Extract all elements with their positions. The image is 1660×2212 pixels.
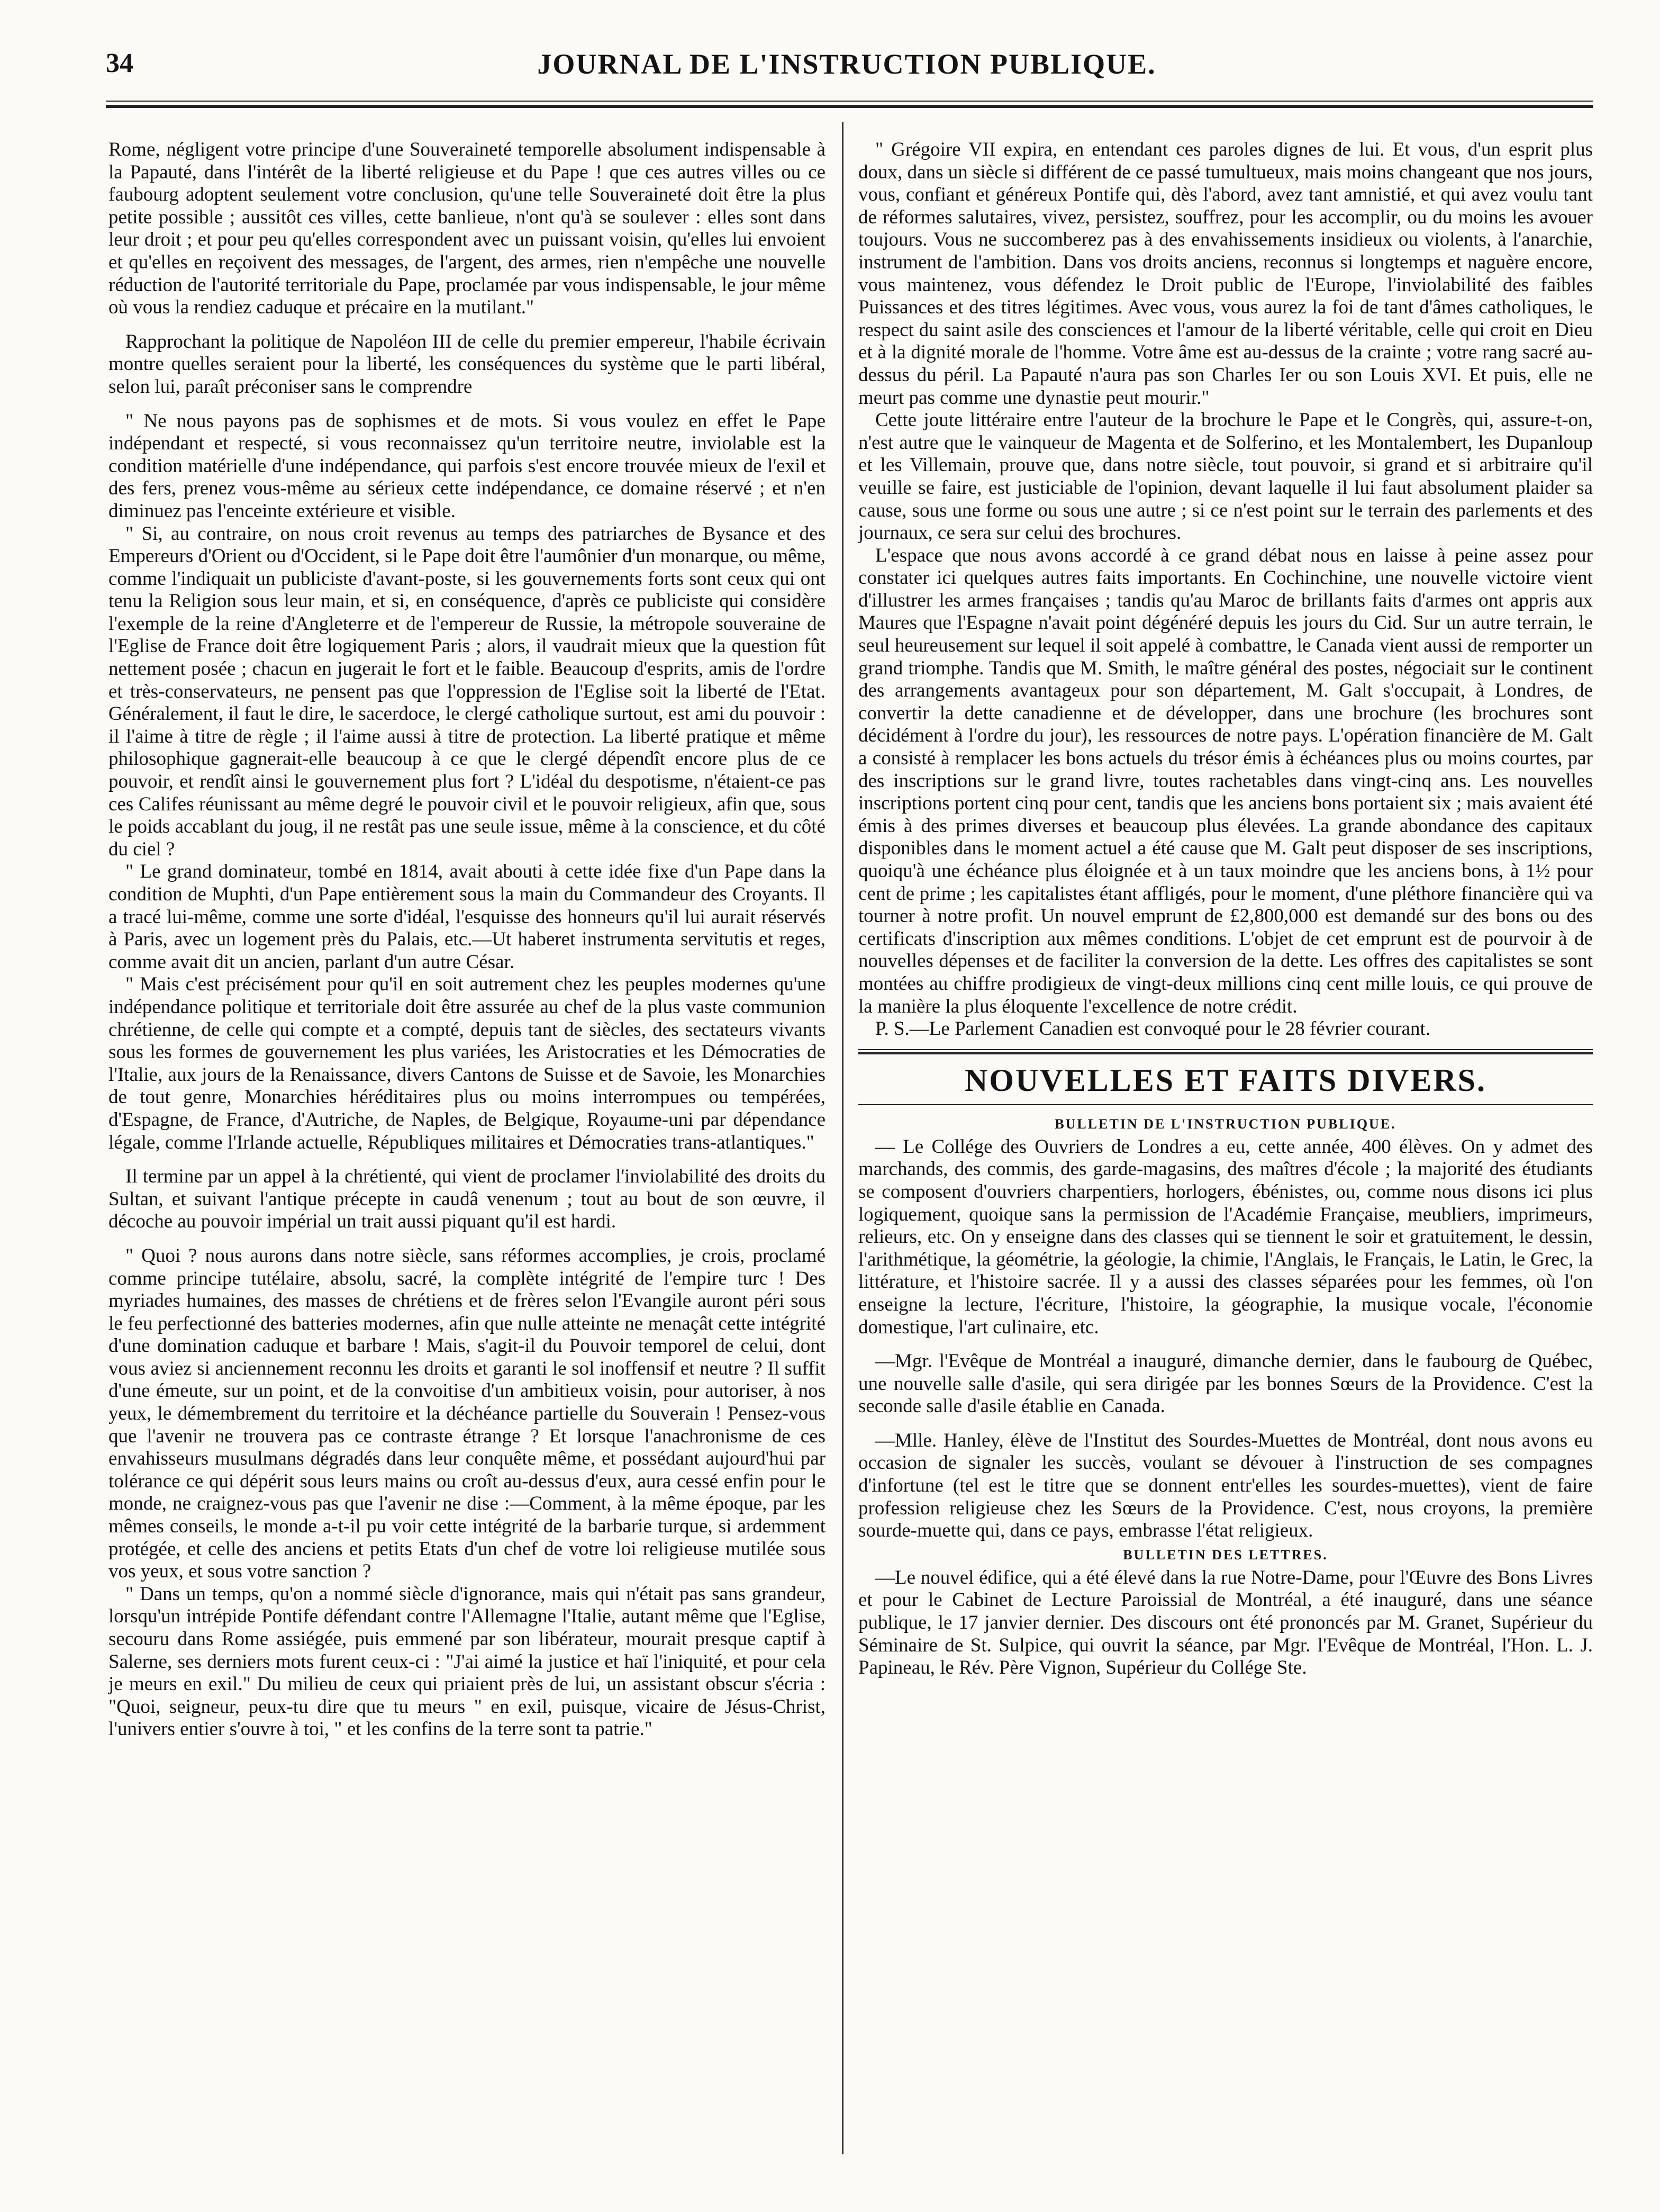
paragraph: Rapprochant la politique de Napoléon III de celle du premier empereur, l'habile écrivain montre quelles seraient pour la liberté, les conséquences du système que le parti libéral, selon lui, paraît préconiser sans le comprendre: [108, 330, 826, 398]
page-number: 34: [106, 48, 133, 78]
left-column: [108, 139, 826, 1741]
running-title: JOURNAL DE L'INSTRUCTION PUBLIQUE.: [537, 48, 1156, 80]
paragraph: L'espace que nous avons accordé à ce grand débat nous en laisse à peine assez pour constater ici quelques autres faits importants. En Cochinchine, une nouvelle victoire vient d'illustrer les armes françaises ; tandis qu'au Maroc de brillants faits d'armes ont appris aux Maures que l'Espagne n'avait point dégénéré depuis les jours du Cid. Sur un autre terrain, le seul heureusement sur lequel il soit appelé à combattre, le Canada vient aussi de remporter un grand triomphe. Tandis que M. Smith, le maître général des postes, négociait sur le continent des arrangements avantageux pour son département, M. Galt s'occupait, à Londres, de convertir la dette canadienne et de développer, dans une brochure (les brochures sont décidément à l'ordre du jour), les ressources de notre pays. L'opération financière de M. Galt a consisté à remplacer les bons actuels du trésor émis à échéances plus ou moins courtes, par des inscriptions sur le grand livre, toutes rachetables dans vingt-cinq ans. Les nouvelles inscriptions portent cinq pour cent, tandis que les anciens bons portaient six ; mais avaient été émis à des primes diverses et beaucoup plus élevées. La grande abondance des capitaux disponibles dans le moment actuel a été cause que M. Galt peut disposer de ses inscriptions, quoiqu'à une échéance plus éloignée et à un taux moindre que les anciens bons, à 1½ pour cent de prime ; les capitalistes étant affligés, pour le moment, d'une pléthore financière qui va tourner à notre profit. Un nouvel emprunt de £2,800,000 est demandé sur des bons ou des certificats d'inscription aux mêmes conditions. L'objet de cet emprunt est de pourvoir à de nouvelles dépenses et de faciliter la conversion de la dette. Les offres des capitalistes se sont montées au chiffre prodigieux de vingt-deux millions cinq cent mille louis, ce qui prouve de la manière la plus éloquente l'excellence de notre crédit.: [858, 544, 1593, 1017]
quote-paragraph: " Ne nous payons pas de sophismes et de mots. Si vous voulez en effet le Pape indépendant et respecté, si vous reconnaissez qu'un territoire neutre, inviolable est la condition matérielle d'une indépendance, qui parfois s'est encore trouvée mieux de l'exil et des fers, prenez vous-même au sérieux cette indépendance, ce domaine réservé ; et n'en diminuez pas l'enceinte extérieure et visible.: [108, 410, 826, 522]
quote-paragraph: " Si, au contraire, on nous croit revenus au temps des patriarches de Bysance et des Empereurs d'Orient ou d'Occident, si le Pape doit être l'aumônier d'un monarque, ou même, comme l'indiquait un publiciste d'avant-poste, si les gouvernements forts sont ceux qui ont tenu la Religion sous leur main, et si, en conséquence, d'après ce publiciste qui considère l'exemple de la reine d'Angleterre et de l'empereur de Russie, la métropole souveraine de l'Eglise de France doit être logiquement Paris ; alors, il vaudrait mieux que la question fût nettement posée ; chacun en jugerait le fort et le faible. Beaucoup d'esprits, amis de l'ordre et très-conservateurs, ne pensent pas que l'oppression de l'Eglise soit la liberté de l'Etat. Généralement, il faut le dire, le sacerdoce, le clergé catholique surtout, est ami du pouvoir : il l'aime à titre de règle ; il l'aime aussi à titre de protection. La liberté pratique et même philosophique gagnerait-elle beaucoup à ce que le clergé dépendît encore plus de ce pouvoir, et rendît ainsi le gouvernement plus fort ? L'idéal du despotisme, n'étaient-ce pas ces Califes réunissant au même degré le pouvoir civil et le pouvoir religieux, afin que, sous le poids accablant du joug, il ne restât pas une seule issue, même à la conscience, et du côté du ciel ?: [108, 522, 826, 860]
news-item: —Mlle. Hanley, élève de l'Institut des Sourdes-Muettes de Montréal, dont nous avons eu occasion de signaler les succès, voulant se dévouer à l'instruction de ses compagnes d'infortune (tel est le titre que se donnent entr'elles les sourdes-muettes), vient de faire profession religieuse chez les Sœurs de la Providence. C'est, nous croyons, la première sourde-muette qui, dans ce pays, embrasse l'état religieux.: [858, 1429, 1593, 1542]
section-rule-bottom: [858, 1104, 1593, 1105]
column-divider: [842, 122, 843, 2154]
news-item: —Le nouvel édifice, qui a été élevé dans la rue Notre-Dame, pour l'Œuvre des Bons Livres et pour le Cabinet de Lecture Paroissial de Montréal, a été inauguré, dans une séance publique, le 17 janvier dernier. Des discours ont été prononcés par M. Granet, Supérieur du Séminaire de St. Sulpice, qui ouvrit la séance, par Mgr. l'Evêque de Montréal, l'Hon. L. J. Papineau, le Rév. Père Vignon, Supérieur du Collége Ste.: [858, 1566, 1593, 1679]
quote-paragraph: " Grégoire VII expira, en entendant ces paroles dignes de lui. Et vous, d'un esprit plus doux, dans un siècle si différent de ce passé tumultueux, mais moins changeant que nos jours, vous, confiant et généreux Pontife qui, dès l'abord, avez tant amnistié, et qui avez voulu tant de réformes salutaires, vivez, persistez, souffrez, pour les accomplir, ou du moins les avouer toujours. Vous ne succomberez pas à des envahissements insidieux ou violents, à l'anarchie, instrument de l'ambition. Dans vos droits anciens, reconnus si longtemps et naguère encore, vous maintenez, vous défendez le Droit public de l'Europe, l'inviolabilité des faibles Puissances et des titres légitimes. Avec vous, vous aurez la foi de tant d'âmes catholiques, le respect du saint asile des consciences et l'amour de la liberté véritable, celle qui croit en Dieu et à la dignité morale de l'homme. Votre âme est au-dessus de la crainte ; votre rang sacré au-dessus du péril. La Papauté n'aura pas son Charles Ier ou son Louis XVI. Et puis, elle ne meurt pas comme une dynastie peut mourir.": [858, 139, 1593, 409]
header-rules: [106, 101, 1593, 108]
paragraph: Rome, négligent votre principe d'une Souveraineté temporelle absolument indispensable à la Papauté, dans l'intérêt de la liberté religieuse et du Pape ! que ces autres villes ou ce faubourg adoptent seulement votre conclusion, qu'une telle Souveraineté doit être la plus petite possible ; aussitôt ces villes, cette banlieue, n'ont qu'à se soulever : elles sont dans leur droit ; et pour peu qu'elles correspondent avec un puissant voisin, qu'elles lui envoient et qu'elles en reçoivent des messages, de l'argent, des armes, rien n'empêche une nouvelle réduction de l'autorité territoriale du Pape, proclamée par vous indispensable, le jour même où vous la rendiez caduque et précaire en la mutilant.": [108, 139, 826, 319]
quote-paragraph: " Dans un temps, qu'on a nommé siècle d'ignorance, mais qui n'était pas sans grandeur, lorsqu'un intrépide Pontife défendant contre l'Allemagne l'Italie, autant même que l'Eglise, secouru dans Rome assiégée, puis emmené par son libérateur, mourait presque captif à Salerne, ses derniers mots furent ceux-ci : "J'ai aimé la justice et haï l'iniquité, et pour cela je meurs en exil." Du milieu de ceux qui priaient près de lui, un assistant obscur s'écria : "Quoi, seigneur, peux-tu dire que tu meurs " en exil, puisque, vicaire de Jésus-Christ, l'univers entier s'ouvre à toi, " et les confins de la terre sont ta patrie.": [108, 1583, 826, 1740]
quote-paragraph: " Quoi ? nous aurons dans notre siècle, sans réformes accomplies, je crois, proclamé comme principe tutélaire, absolu, sacré, la complète intégrité de l'empire turc ! Des myriades humaines, des masses de chrétiens et de frères selon l'Evangile auront péri sous le feu perfectionné des batteries modernes, afin que nulle atteinte ne menaçât cette intégrité d'une domination caduque et barbare ! Mais, s'agit-il du Pouvoir temporel de celui, dont vous aviez si anciennement reconnu les droits et garanti le sol inoffensif et neutre ? Il suffit d'une émeute, sur un point, et de la convoitise d'un ambitieux voisin, pour autoriser, à nos yeux, le démembrement du territoire et la déchéance partielle du Souverain ! Pensez-vous que l'avenir ne trouvera pas ce contraste étrange ? Et lorsque l'anachronisme de ces envahisseurs musulmans dégradés dans leur conquête même, et possédant aujourd'hui par tolérance ce qui dépérit sous leurs mains ou croît au-dessus d'eux, aura cessé enfin pour le monde, ne craignez-vous pas que l'avenir ne dise :—Comment, à la même époque, par les mêmes conseils, le monde a-t-il pu voir cette intégrité de la barbarie turque, si ardemment protégée, et celle des anciens et petits Etats d'un chef de votre loi religieuse mutilée sous vos yeux, et sous votre sanction ?: [108, 1244, 826, 1583]
section-rule-top: [858, 1049, 1593, 1050]
header-rule-thick: [106, 105, 1593, 108]
section-title: NOUVELLES ET FAITS DIVERS.: [964, 1062, 1487, 1098]
bulletin-heading-lettres: BULLETIN DES LETTRES.: [1123, 1547, 1328, 1563]
quote-paragraph: " Mais c'est précisément pour qu'il en soit autrement chez les peuples modernes qu'une indépendance politique et territoriale doit être assurée au chef de la plus vaste communion chrétienne, de celle qui compte et a compté, depuis tant de siècles, des sectateurs vivants sous les formes de gouvernement les plus variées, les Aristocraties et les Démocraties de l'Italie, aux jours de la Renaissance, divers Cantons de Suisse et de Savoie, les Monarchies de tout genre, Monarchies héréditaires plus ou moins interrompues ou tempérées, d'Espagne, de France, d'Autriche, de Naples, de Belgique, Royaume-uni par dépendance légale, comme l'Irlande actuelle, Républiques militaires et Démocraties trans-atlantiques.": [108, 973, 826, 1153]
right-column: [858, 139, 1593, 1680]
postscript: P. S.—Le Parlement Canadien est convoqué pour le 28 février courant.: [875, 1018, 1431, 1040]
paragraph: Cette joute littéraire entre l'auteur de la brochure le Pape et le Congrès, qui, assure-t-on, n'est autre que le vainqueur de Magenta et de Solferino, et les Montalembert, les Dupanloup et les Villemain, prouve que, dans notre siècle, tout pouvoir, si grand et si arbitraire qu'il veuille se faire, est justiciable de l'opinion, devant laquelle il lui faut absolument plaider sa cause, sous une forme ou sous une autre ; si ce n'est point sur le terrain des parlements et des journaux, ce sera sur celui des brochures.: [858, 409, 1593, 544]
news-item: — Le Collége des Ouvriers de Londres a eu, cette année, 400 élèves. On y admet des marchands, des commis, des garde-magasins, des maîtres d'école ; la majorité des étudiants se composent d'ouvriers charpentiers, horlogers, ébénistes, ou, comme nous disons ici plus logiquement, quoique sans la permission de l'Académie Française, meubliers, imprimeurs, relieurs, etc. On y enseigne dans des classes qui se tiennent le soir et gratuitement, le dessin, l'arithmétique, la géométrie, la géologie, la chimie, l'Anglais, le Français, le Latin, le Grec, la littérature, et l'histoire sacrée. Il y a aussi des classes séparées pour les femmes, où l'on enseigne la lecture, l'écriture, l'histoire, la géographie, la musique vocale, l'économie domestique, l'art culinaire, etc.: [858, 1135, 1593, 1338]
header-rule-thin: [106, 101, 1593, 102]
section-rule-thick: [858, 1052, 1593, 1054]
page-header: [106, 48, 1588, 90]
quote-paragraph: " Le grand dominateur, tombé en 1814, avait abouti à cette idée fixe d'un Pape dans la condition de Muphti, d'un Pape entièrement sous la main du Commandeur des Croyants. Il a tracé lui-même, comme une sorte d'idéal, l'esquisse des honneurs qu'il lui aurait réservés à Paris, avec un logement près du Palais, etc.—Ut haberet instrumenta servitutis et reges, comme avait dit un ancien, parlant d'un autre César.: [108, 861, 826, 973]
bulletin-heading-instruction: BULLETIN DE L'INSTRUCTION PUBLIQUE.: [1055, 1116, 1396, 1132]
news-item: —Mgr. l'Evêque de Montréal a inauguré, dimanche dernier, dans le faubourg de Québec, une nouvelle salle d'asile, qui sera dirigée par les bonnes Sœurs de la Providence. C'est la seconde salle d'asile établie en Canada.: [858, 1350, 1593, 1418]
paragraph: Il termine par un appel à la chrétienté, qui vient de proclamer l'inviolabilité des droits du Sultan, et suivant l'antique précepte in caudâ venenum ; tout au bout de son œuvre, il décoche au pouvoir impérial un trait aussi piquant qu'il est hardi.: [108, 1166, 826, 1233]
